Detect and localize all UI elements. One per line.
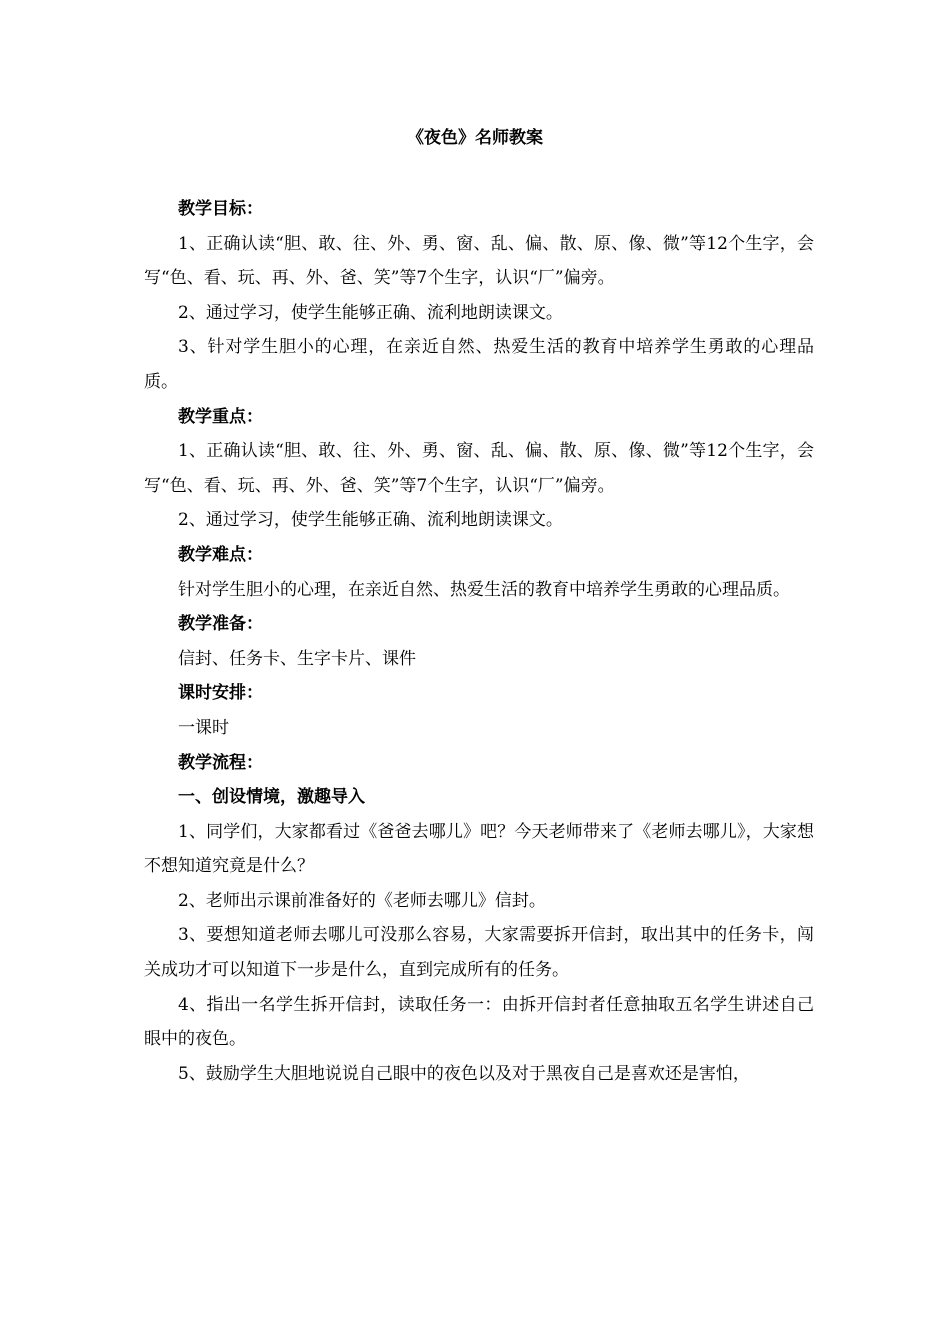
objective-item: 2、通过学习，使学生能够正确、流利地朗读课文。	[178, 302, 563, 323]
process-heading: 教学流程：	[178, 752, 263, 773]
preparation-heading: 教学准备：	[178, 614, 263, 635]
schedule-text: 一课时	[178, 717, 229, 738]
step1-item: 4、指出一名学生拆开信封，读取任务一：由拆开信封者任意抽取五名学生讲述自己眼中的夜色。	[144, 994, 814, 1050]
schedule-heading: 课时安排：	[178, 683, 263, 704]
step1-item: 5、鼓励学生大胆地说说自己眼中的夜色以及对于黑夜自己是喜欢还是害怕，	[178, 1063, 750, 1084]
document-body	[144, 192, 814, 1091]
step1-item: 1、同学们，大家都看过《爸爸去哪儿》吧？今天老师带来了《老师去哪儿》，大家想不想知道究竟是什么？	[144, 821, 814, 877]
preparation-text: 信封、任务卡、生字卡片、课件	[178, 648, 416, 669]
step1-item: 3、要想知道老师去哪儿可没那么容易，大家需要拆开信封，取出其中的任务卡，闯关成功才可以知道下一步是什么，直到完成所有的任务。	[144, 925, 814, 981]
key-point-item: 1、正确认读“胆、敢、往、外、勇、窗、乱、偏、散、原、像、微”等12个生字，会写“色、看、玩、再、外、爸、笑”等7个生字，认识“厂”偏旁。	[144, 441, 814, 496]
objective-item: 3、针对学生胆小的心理，在亲近自然、热爱生活的教育中培养学生勇敢的心理品质。	[144, 337, 814, 392]
objective-item: 1、正确认读“胆、敢、往、外、勇、窗、乱、偏、散、原、像、微”等12个生字，会写“色、看、玩、再、外、爸、笑”等7个生字，认识“厂”偏旁。	[144, 233, 814, 289]
step1-heading: 一、创设情境，激趣导入	[178, 787, 365, 808]
step1-item: 2、老师出示课前准备好的《老师去哪儿》信封。	[178, 890, 546, 911]
objectives-heading: 教学目标：	[178, 199, 263, 219]
key-points-heading: 教学重点：	[178, 406, 263, 427]
difficulties-heading: 教学难点：	[178, 544, 263, 565]
key-point-item: 2、通过学习，使学生能够正确、流利地朗读课文。	[178, 510, 563, 531]
document-title: 《夜色》名师教案	[407, 128, 543, 148]
difficulties-text: 针对学生胆小的心理，在亲近自然、热爱生活的教育中培养学生勇敢的心理品质。	[178, 579, 790, 600]
